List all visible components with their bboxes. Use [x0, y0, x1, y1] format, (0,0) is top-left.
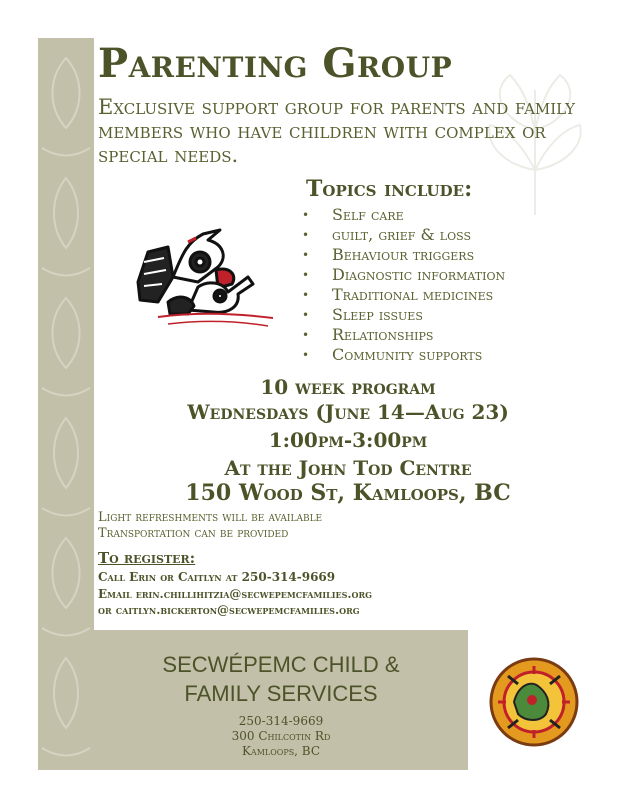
- refreshments-note: Light refreshments will be available: [98, 510, 323, 525]
- organization-address: [94, 714, 468, 759]
- topic-item: • Community supports: [300, 345, 505, 365]
- register-heading: To register:: [98, 549, 196, 567]
- topic-item: • Self care: [300, 205, 505, 225]
- organization-city: Kamloops, BC: [241, 744, 321, 758]
- topic-item: • Behaviour triggers: [300, 245, 505, 265]
- organization-name-line1: SECWÉPEMC CHILD &: [162, 652, 400, 677]
- program-address: 150 Wood St, Kamloops, BC: [185, 480, 511, 506]
- topics-list: [300, 205, 505, 365]
- organization-street: 300 Chilcotin Rd: [231, 729, 331, 743]
- topic-item: • Traditional medicines: [300, 285, 505, 305]
- register-call: Call Erin or Caitlyn at 250-314-9669: [98, 570, 336, 584]
- subtitle: Exclusive support group for parents and family members who have children with complex or special needs.: [98, 95, 576, 167]
- organization-name-line2: FAMILY SERVICES: [184, 681, 378, 706]
- program-dates: Wednesdays (June 14—Aug 23): [187, 400, 509, 424]
- transportation-note: Transportation can be provided: [98, 526, 289, 541]
- program-time: 1:00pm-3:00pm: [268, 428, 428, 452]
- program-length: 10 week program: [260, 375, 436, 399]
- raven-and-loon-art-icon: [128, 222, 280, 332]
- topic-item: • Diagnostic information: [300, 265, 505, 285]
- organization-name: [94, 650, 468, 708]
- secwepemc-logo-icon: [488, 656, 580, 748]
- floral-pattern-icon: [38, 38, 94, 770]
- topic-item: • Sleep issues: [300, 305, 505, 325]
- organization-box: [94, 630, 468, 770]
- register-email-erin: Email erin.chillihitzia@secwepemcfamilies.org: [98, 587, 372, 601]
- organization-phone: 250-314-9669: [238, 714, 324, 728]
- topic-item: • guilt, grief & loss: [300, 225, 505, 245]
- topics-heading: Topics include:: [306, 176, 473, 202]
- page-title: Parenting Group: [98, 40, 453, 87]
- program-venue: At the John Tod Centre: [224, 456, 472, 480]
- register-email-caitlyn: or caitlyn.bickerton@secwepemcfamilies.org: [98, 603, 360, 617]
- topic-item: • Relationships: [300, 325, 505, 345]
- decorative-side-band: [38, 38, 94, 770]
